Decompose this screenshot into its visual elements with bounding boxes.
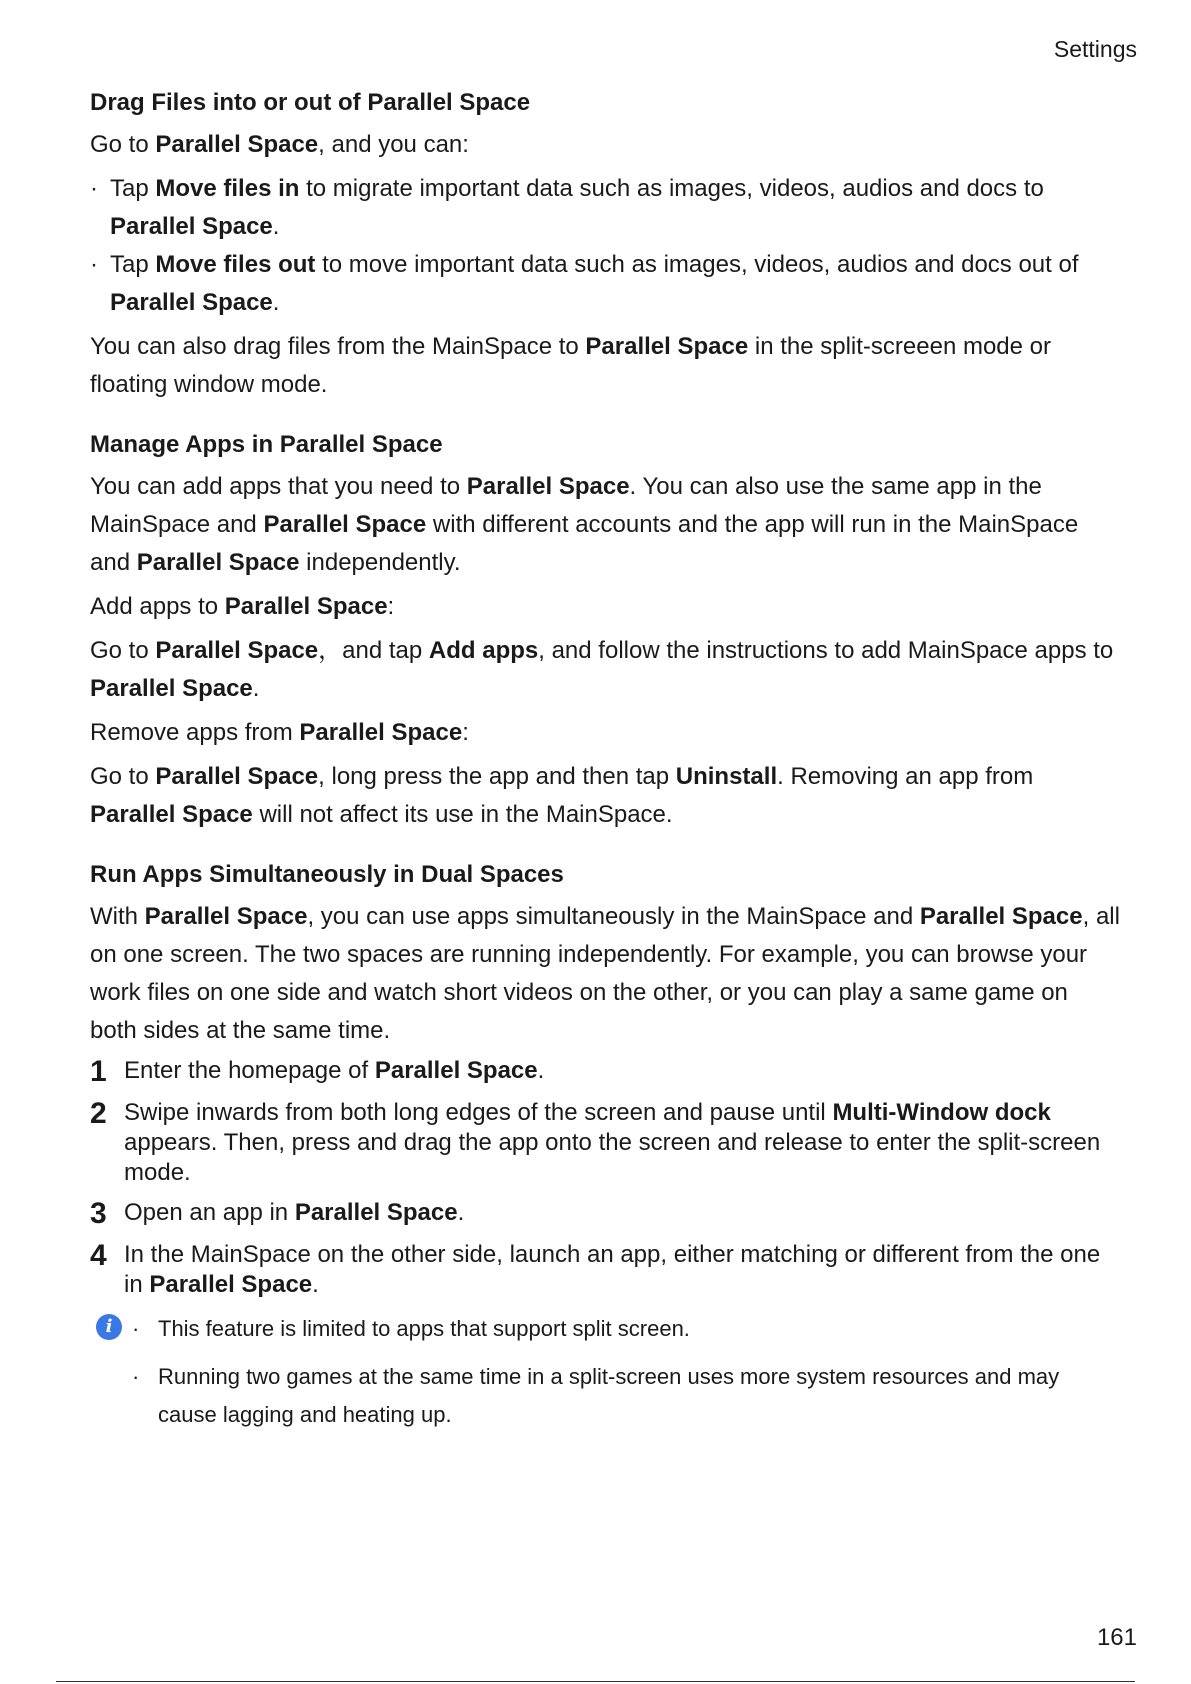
note-item: · This feature is limited to apps that support split screen. xyxy=(132,1316,690,1341)
step-number: 3 xyxy=(90,1197,107,1230)
running-header: Settings xyxy=(1053,36,1137,62)
step-number: 4 xyxy=(90,1239,107,1272)
run-paragraph: With Parallel Space, you can use apps simultaneously in the MainSpace and Parallel Space, all on one screen. The two spaces are running independently. For example, you can browse your work files on one side and watch short videos on the other, or you can play a same game on both sides at the same time. xyxy=(90,903,1120,1044)
add-apps-text: Go to Parallel Space，and tap Add apps, and follow the instructions to add MainSpace apps to Parallel Space. xyxy=(90,637,1114,702)
drag-intro: Go to Parallel Space, and you can: xyxy=(90,131,469,158)
page-content xyxy=(90,86,1120,1444)
step-item: 2 Swipe inwards from both long edges of the screen and pause until Multi-Window dock appears. Then, press and drag the app onto the screen and release to enter the split-screen mode. xyxy=(90,1097,1101,1186)
step-list xyxy=(90,1056,1120,1300)
step-number: 2 xyxy=(90,1097,107,1130)
footer-divider xyxy=(56,1681,1135,1682)
step-number: 1 xyxy=(90,1055,107,1088)
step-item: 1 Enter the homepage of Parallel Space. xyxy=(90,1055,545,1088)
add-apps-label: Add apps to Parallel Space: xyxy=(90,593,395,620)
step-item: 3 Open an app in Parallel Space. xyxy=(90,1197,465,1230)
note-item: · Running two games at the same time in a split-screen uses more system resources and may cause lagging and heating up. xyxy=(132,1364,1060,1427)
remove-apps-label: Remove apps from Parallel Space: xyxy=(90,719,469,746)
list-item: · Tap Move files in to migrate important data such as images, videos, audios and docs to Parallel Space. xyxy=(90,175,1044,240)
drag-paragraph: You can also drag files from the MainSpace to Parallel Space in the split-screeen mode or floating window mode. xyxy=(90,333,1051,398)
manage-paragraph: You can add apps that you need to Parallel Space. You can also use the same app in the MainSpace and Parallel Space with different accounts and the app will run in the MainSpace and Parallel Space independently. xyxy=(90,473,1079,576)
section-heading-run-apps: Run Apps Simultaneously in Dual Spaces xyxy=(90,861,564,888)
info-icon: i xyxy=(96,1314,122,1340)
remove-apps-text: Go to Parallel Space, long press the app and then tap Uninstall. Removing an app from Parallel Space will not affect its use in the MainSpace. xyxy=(90,763,1034,828)
section-heading-manage-apps: Manage Apps in Parallel Space xyxy=(90,431,443,458)
page-number: 161 xyxy=(1096,1624,1137,1651)
step-item: 4 In the MainSpace on the other side, launch an app, either matching or different from the one in Parallel Space. xyxy=(90,1239,1101,1298)
list-item: · Tap Move files out to move important data such as images, videos, audios and docs out of Parallel Space. xyxy=(90,251,1079,316)
section-heading-drag-files: Drag Files into or out of Parallel Space xyxy=(90,89,531,116)
drag-bullet-list xyxy=(90,170,1120,322)
note-box xyxy=(90,1310,1120,1434)
